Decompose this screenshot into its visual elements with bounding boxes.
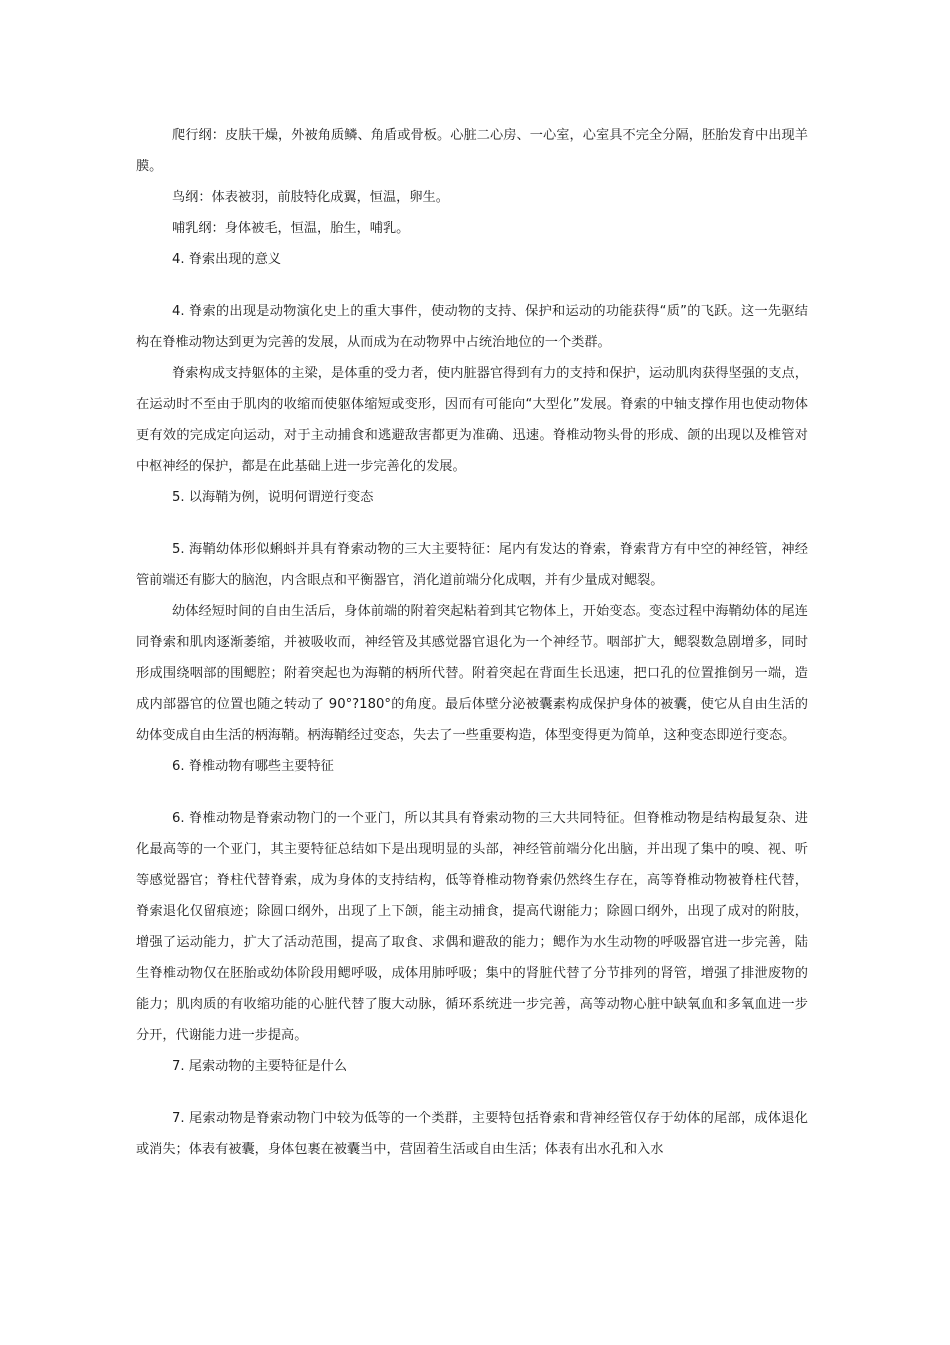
- question-heading-6: 6. 脊椎动物有哪些主要特征: [172, 759, 334, 774]
- paragraph-reptilia: 爬行纲：皮肤干燥，外被角质鳞、角盾或骨板。心脏二心房、一心室，心室具不完全分隔，胚胎发育中出现羊膜。: [136, 128, 808, 174]
- question-heading-5: 5. 以海鞘为例，说明何谓逆行变态: [172, 490, 374, 505]
- question-heading-7: 7. 尾索动物的主要特征是什么: [172, 1059, 348, 1074]
- section-gap: [136, 513, 808, 534]
- answer-paragraph-7: 7. 尾索动物是脊索动物门中较为低等的一个类群，主要特包括脊索和背神经管仅存于幼体的尾部，成体退化或消失；体表有被囊，身体包裹在被囊当中，营固着生活或自由生活；体表有出水孔和入水: [136, 1111, 808, 1157]
- paragraph-mammalia: 哺乳纲：身体被毛，恒温，胎生，哺乳。: [172, 221, 410, 236]
- document-body: [136, 120, 808, 1165]
- section-gap: [136, 275, 808, 296]
- section-gap: [136, 1082, 808, 1103]
- paragraph-aves: 鸟纲：体表被羽，前肢特化成翼，恒温，卵生。: [172, 190, 449, 205]
- answer-paragraph-4a: 4. 脊索的出现是动物演化史上的重大事件，使动物的支持、保护和运动的功能获得“质”的飞跃。这一先驱结构在脊椎动物达到更为完善的发展，从而成为在动物界中占统治地位的一个类群。: [136, 304, 808, 350]
- answer-paragraph-5b: 幼体经短时间的自由生活后，身体前端的附着突起粘着到其它物体上，开始变态。变态过程中海鞘幼体的尾连同脊索和肌肉逐渐萎缩，并被吸收而，神经管及其感觉器官退化为一个神经节。咽部扩大，鳃裂数急剧增多，同时形成围绕咽部的围鳃腔；附着突起也为海鞘的柄所代替。附着突起在背面生长迅速，把口孔的位置推倒另一端，造成内部器官的位置也随之转动了 90°?180°的角度。最后体壁分泌被囊素构成保护身体的被囊，使它从自由生活的幼体变成自由生活的柄海鞘。柄海鞘经过变态，失去了一些重要构造，体型变得更为简单，这种变态即逆行变态。: [136, 604, 808, 743]
- answer-paragraph-5a: 5. 海鞘幼体形似蝌蚪并具有脊索动物的三大主要特征：尾内有发达的脊索，脊索背方有中空的神经管，神经管前端还有膨大的脑泡，内含眼点和平衡器官，消化道前端分化成咽，并有少量成对鳃裂。: [136, 542, 808, 588]
- question-heading-4: 4. 脊索出现的意义: [172, 252, 282, 267]
- answer-paragraph-6: 6. 脊椎动物是脊索动物门的一个亚门，所以其具有脊索动物的三大共同特征。但脊椎动物是结构最复杂、进化最高等的一个亚门，其主要特征总结如下是出现明显的头部，神经管前端分化出脑，并出现了集中的嗅、视、听等感觉器官；脊柱代替脊索，成为身体的支持结构，低等脊椎动物脊索仍然终生存在，高等脊椎动物被脊柱代替，脊索退化仅留痕迹；除圆口纲外，出现了上下颌，能主动捕食，提高代谢能力；除圆口纲外，出现了成对的附肢，增强了运动能力，扩大了活动范围，提高了取食、求偶和避敌的能力；鳃作为水生动物的呼吸器官进一步完善，陆生脊椎动物仅在胚胎或幼体阶段用鳃呼吸，成体用肺呼吸；集中的肾脏代替了分节排列的肾管，增强了排泄废物的能力；肌肉质的有收缩功能的心脏代替了腹大动脉，循环系统进一步完善，高等动物心脏中缺氧血和多氧血进一步分开，代谢能力进一步提高。: [136, 811, 808, 1043]
- section-gap: [136, 782, 808, 803]
- answer-paragraph-4b: 脊索构成支持躯体的主梁，是体重的受力者，使内脏器官得到有力的支持和保护，运动肌肉获得坚强的支点，在运动时不至由于肌肉的收缩而使躯体缩短或变形，因而有可能向“大型化”发展。脊索的中轴支撑作用也使动物体更有效的完成定向运动，对于主动捕食和逃避敌害都更为准确、迅速。脊椎动物头骨的形成、颌的出现以及椎管对中枢神经的保护，都是在此基础上进一步完善化的发展。: [136, 366, 808, 474]
